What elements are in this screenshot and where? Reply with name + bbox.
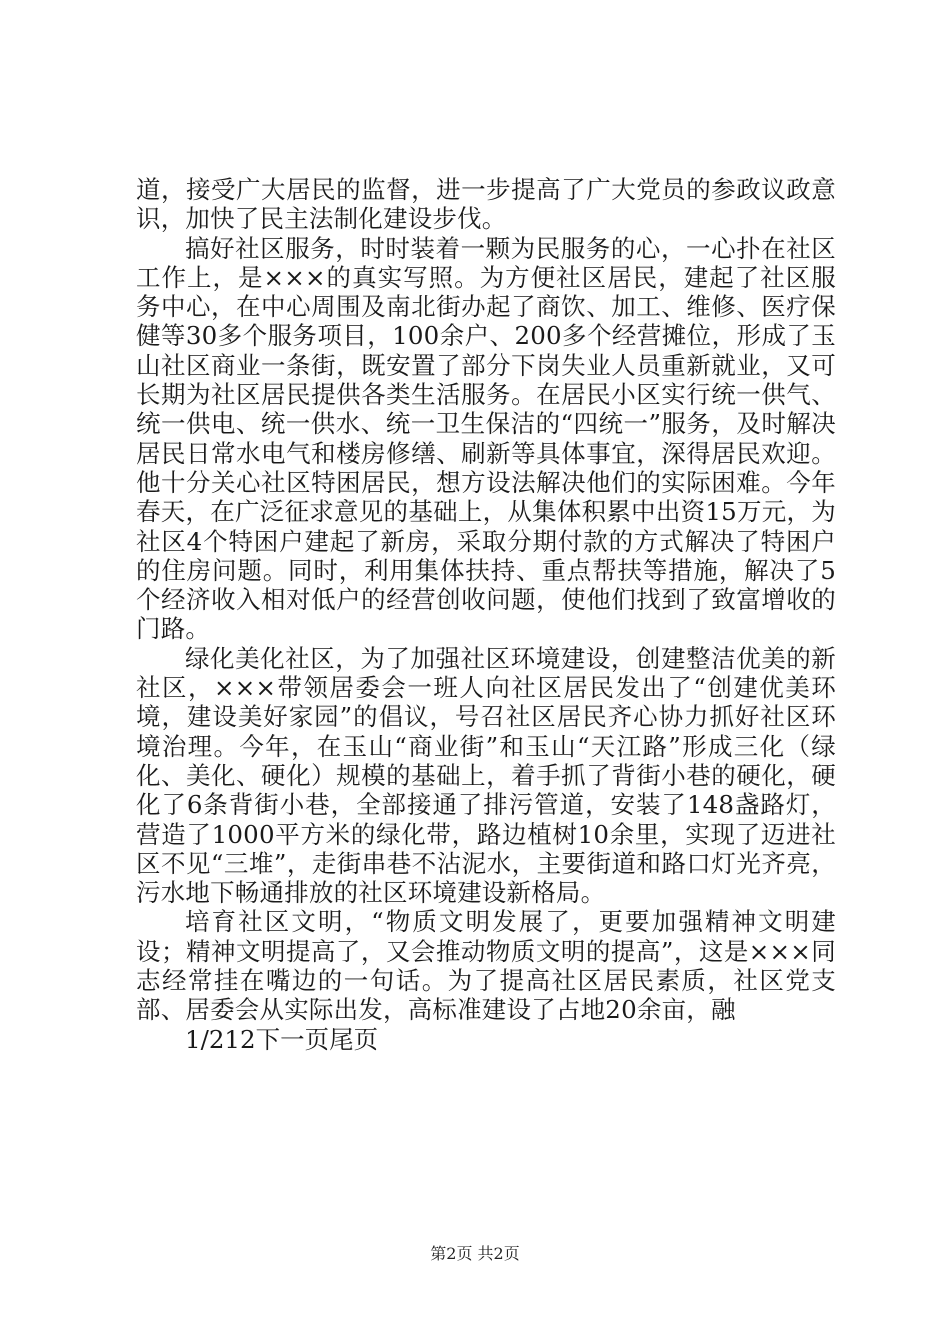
page-footer: 第2页 共2页 bbox=[430, 1244, 520, 1263]
paragraph-continuation: 道，接受广大居民的监督，进一步提高了广大党员的参政议政意识，加快了民主法制化建设步伐。 bbox=[136, 175, 836, 234]
paragraph-civilization: 培育社区文明，“物质文明发展了，更要加强精神文明建设；精神文明提高了，又会推动物质文明的提高”，这是×××同志经常挂在嘴边的一句话。为了提高社区居民素质，社区党支部、居委会从实际出发，高标准建设了占地20余亩，融 bbox=[136, 907, 836, 1025]
paragraph-greening: 绿化美化社区，为了加强社区环境建设，创建整洁优美的新社区，×××带领居委会一班人向社区居民发出了“创建优美环境，建设美好家园”的倡议，号召社区居民齐心协力抓好社区环境治理。今年，在玉山“商业街”和玉山“天江路”形成三化（绿化、美化、硬化）规模的基础上，着手抓了背街小巷的硬化，硬化了6条背街小巷，全部接通了排污管道，安装了148盏路灯，营造了1000平方米的绿化带，路边植树10余里，实现了迈进社区不见“三堆”，走街串巷不沾泥水，主要街道和路口灯光齐亮，污水地下畅通排放的社区环境建设新格局。 bbox=[136, 643, 836, 908]
paragraph-community-service: 搞好社区服务，时时装着一颗为民服务的心，一心扑在社区工作上，是×××的真实写照。为方便社区居民，建起了社区服务中心，在中心周围及南北街办起了商饮、加工、维修、医疗保健等30多个服务项目，100余户、200多个经营摊位，形成了玉山社区商业一条街，既安置了部分下岗失业人员重新就业，又可长期为社区居民提供各类生活服务。在居民小区实行统一供气、统一供电、统一供水、统一卫生保洁的“四统一”服务，及时解决居民日常水电气和楼房修缮、刷新等具体事宜，深得居民欢迎。他十分关心社区特困居民，想方设法解决他们的实际困难。今年春天，在广泛征求意见的基础上，从集体积累中出资15万元，为社区4个特困户建起了新房，采取分期付款的方式解决了特困户的住房问题。同时，利用集体扶持、重点帮扶等措施，解决了5个经济收入相对低户的经营创收问题，使他们找到了致富增收的门路。 bbox=[136, 233, 836, 644]
document-body bbox=[136, 175, 836, 1054]
pagination-links[interactable]: 1/212下一页尾页 bbox=[185, 1024, 379, 1054]
